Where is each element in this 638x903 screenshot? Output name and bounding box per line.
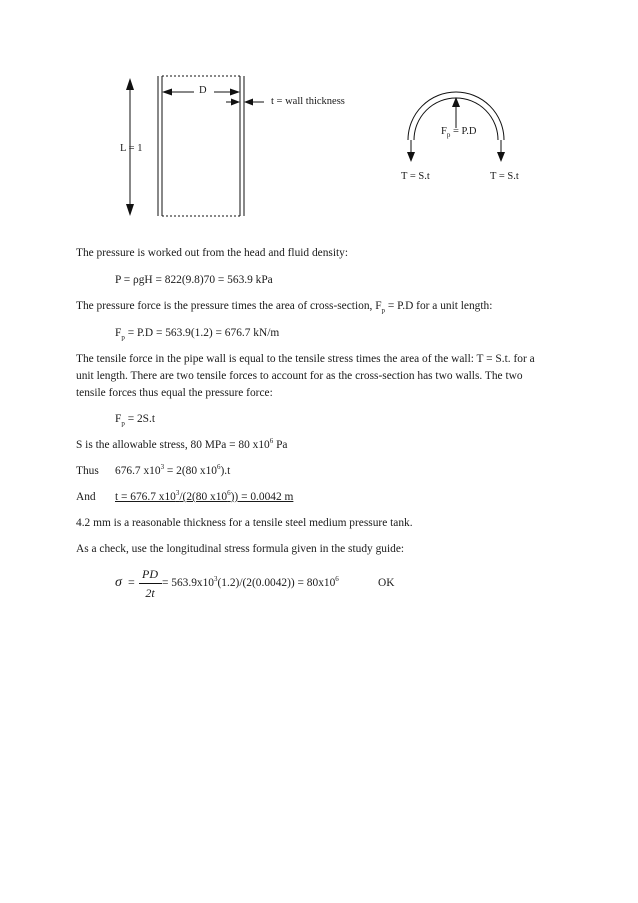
paragraph-reasonable-thickness: 4.2 mm is a reasonable thickness for a tensile steel medium pressure tank. xyxy=(76,517,413,529)
tension-label-right: T = S.t xyxy=(490,171,519,182)
equation-thickness-result: t = 676.7 $x10^3/(2(80$ $x10^6)) = 0.0042$ m xyxy=(115,489,294,503)
equals-sign: = xyxy=(128,575,135,589)
paragraph-check: As a check, use the longitudinal stress formula given in the study guide: xyxy=(76,543,405,555)
length-label: L = 1 xyxy=(120,143,143,154)
equation-check: = $563.9x10^3(1.2)/(2(0.0042)) = 80x10^6$ xyxy=(162,575,339,589)
fraction-numerator: PD xyxy=(142,567,158,581)
equation-pressure-force: $F_p = P.D = 563.9(1.2) = 676.7$ kN/m xyxy=(115,327,280,342)
sigma-symbol: σ xyxy=(115,575,122,590)
diameter-label: D xyxy=(199,85,207,96)
paragraph-tensile-line3: tensile forces thus equal the pressure force: xyxy=(76,387,273,399)
paragraph-pressure-force: The pressure force is the pressure times the area of cross-section, $F_p = P.D$ for a unit length: xyxy=(76,300,493,315)
equation-pressure: P = ρgH = 822(9.8)70 = 563.9 kPa xyxy=(115,274,273,286)
thus-label: Thus xyxy=(76,465,99,477)
and-label: And xyxy=(76,491,96,503)
tension-label-left: T = S.t xyxy=(401,171,430,182)
fraction-bar xyxy=(139,583,162,584)
paragraph-tensile-line2: unit length. There are two tensile forces to account for as the cross-section has two walls. The two xyxy=(76,370,523,382)
thickness-label: t = wall thickness xyxy=(271,96,345,107)
paragraph-allowable-stress: S is the allowable stress, 80 MPa = 80 $x10^6$ Pa xyxy=(76,437,288,451)
check-ok: OK xyxy=(378,577,395,589)
fraction-denominator: 2t xyxy=(145,586,155,600)
paragraph-tensile-line1: The tensile force in the pipe wall is equal to the tensile stress times the area of the wall: T = S.t. for a xyxy=(76,353,535,365)
equation-force-balance: $F_p = 2S.t$ xyxy=(115,413,156,428)
pressure-force-label: $F_p = P.D$ xyxy=(441,126,477,140)
paragraph-head-density: The pressure is worked out from the head and fluid density: xyxy=(76,247,349,259)
equation-thus: 676.7 $x10^3 = 2(80$ $x10^6).t$ xyxy=(115,463,231,477)
